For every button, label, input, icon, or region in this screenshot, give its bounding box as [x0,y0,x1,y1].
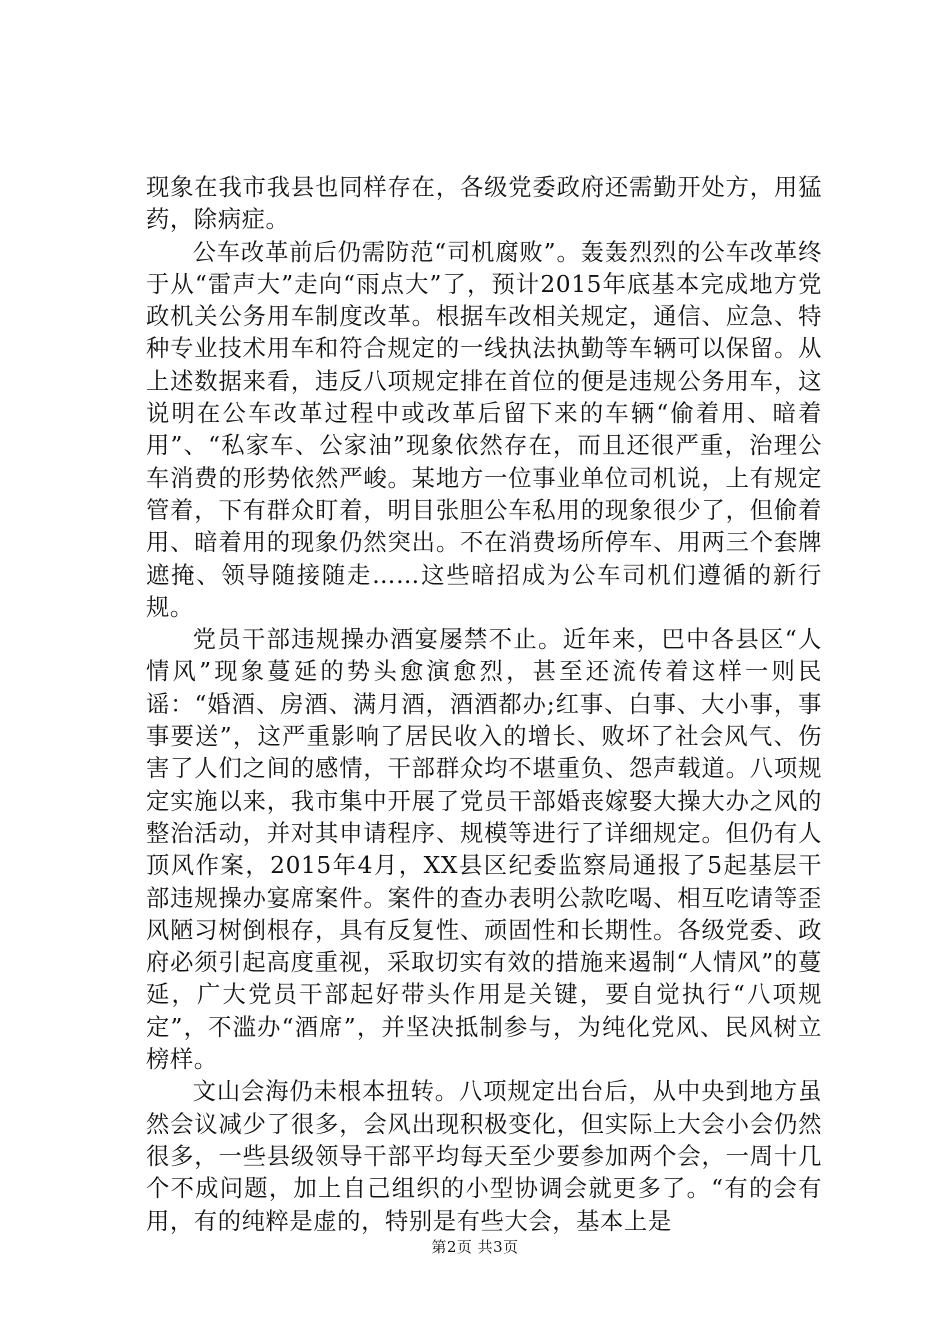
paragraph-4: 文山会海仍未根本扭转。八项规定出台后，从中央到地方虽然会议减少了很多，会风出现积极变化，但实际上大会小会仍然很多，一些县级领导干部平均每天至少要参加两个会，一周十几个不成问题，加上自己组织的小型协调会就更多了。“有的会有用，有的纯粹是虚的，特别是有些大会，基本上是 [146,1078,822,1235]
paragraph-2: 公车改革前后仍需防范“司机腐败”。轰轰烈烈的公车改革终于从“雷声大”走向“雨点大”了，预计2015年底基本完成地方党政机关公务用车制度改革。根据车改相关规定，通信、应急、特种专业技术用车和符合规定的一线执法执勤等车辆可以保留。从上述数据来看，违反八项规定排在首位的便是违规公务用车，这说明在公车改革过程中或改革后留下来的车辆“偷着用、暗着用”、“私家车、公家油”现象依然存在，而且还很严重，治理公车消费的形势依然严峻。某地方一位事业单位司机说，上有规定管着，下有群众盯着，明目张胆公车私用的现象很少了，但偷着用、暗着用的现象仍然突出。不在消费场所停车、用两三个套牌遮掩、领导随接随走……这些暗招成为公车司机们遵循的新行规。 [146,238,822,621]
paragraph-3: 党员干部违规操办酒宴屡禁不止。近年来，巴中各县区“人情风”现象蔓延的势头愈演愈烈，甚至还流传着这样一则民谣：“婚酒、房酒、满月酒，酒酒都办;红事、白事、大小事，事事要送”，这严重影响了居民收入的增长、败坏了社会风气、伤害了人们之间的感情，干部群众均不堪重负、怨声载道。八项规定实施以来，我市集中开展了党员干部婚丧嫁娶大操大办之风的整治活动，并对其申请程序、规模等进行了详细规定。但仍有人顶风作案，2015年4月，XX县区纪委监察局通报了5起基层干部违规操办宴席案件。案件的查办表明公款吃喝、相互吃请等歪风陋习树倒根存，具有反复性、顽固性和长期性。各级党委、政府必须引起高度重视，采取切实有效的措施来遏制“人情风”的蔓延，广大党员干部起好带头作用是关键，要自觉执行“八项规定”，不滥办“酒席”，并坚决抵制参与，为纯化党风、民风树立榜样。 [146,626,822,1074]
document-body [146,172,822,1238]
paragraph-1: 现象在我市我县也同样存在，各级党委政府还需勤开处方，用猛药，除病症。 [146,174,822,234]
page-number-footer: 第2页 共3页 [431,1238,519,1256]
